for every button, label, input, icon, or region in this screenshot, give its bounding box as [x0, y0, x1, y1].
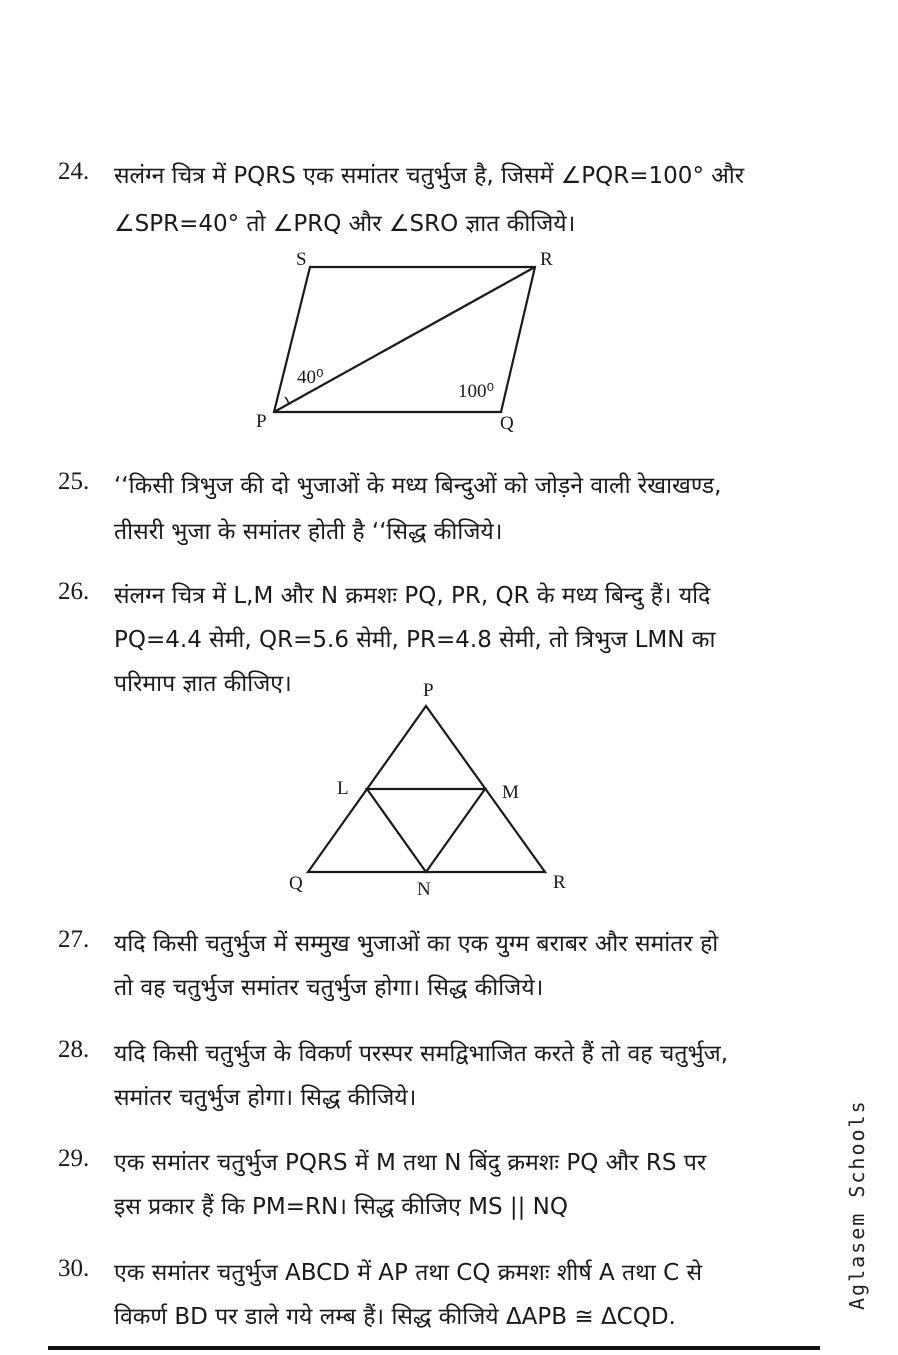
question-text-line: तो वह चतुर्भुज समांतर चतुर्भुज होगा। सिद्ध कीजिये।: [114, 975, 544, 1001]
angle-label-100: 100⁰: [458, 381, 495, 402]
label-n: N: [417, 879, 431, 900]
label-p: P: [256, 411, 267, 432]
label-m: M: [502, 782, 519, 803]
parallelogram-figure: [250, 245, 570, 435]
question-number: 24.: [58, 158, 90, 185]
question-text-line: तीसरी भुजा के समांतर होती है ‘‘सिद्ध कीजिये।: [114, 519, 503, 545]
question-text-line: संलग्न चित्र में L,M और N क्रमशः PQ, PR, QR के मध्य बिन्दु हैं। यदि: [114, 583, 711, 609]
bottom-rule: [48, 1346, 820, 1350]
question-number: 30.: [58, 1255, 90, 1282]
question-text-line: ‘‘किसी त्रिभुज की दो भुजाओं के मध्य बिन्दुओं को जोड़ने वाली रेखाखण्ड,: [114, 473, 722, 499]
question-text-line: यदि किसी चतुर्भुज के विकर्ण परस्पर समद्विभाजित करते हैं तो वह चतुर्भुज,: [114, 1041, 729, 1067]
label-r: R: [553, 872, 566, 893]
label-s: S: [296, 249, 307, 270]
question-number: 28.: [58, 1036, 90, 1063]
label-q: Q: [500, 413, 514, 434]
question-text-line: यदि किसी चतुर्भुज में सम्मुख भुजाओं का एक युग्म बराबर और समांतर हो: [114, 931, 719, 957]
label-p: P: [423, 680, 434, 701]
question-text-line: समांतर चतुर्भुज होगा। सिद्ध कीजिये।: [114, 1085, 417, 1111]
question-text-line: विकर्ण BD पर डाले गये लम्ब हैं। सिद्ध कीजिये ΔAPB ≅ ΔCQD.: [114, 1304, 676, 1330]
label-l: L: [337, 778, 349, 799]
question-number: 25.: [58, 468, 90, 495]
question-number: 26.: [58, 578, 90, 605]
label-r: R: [540, 249, 553, 270]
triangle-lmn: [367, 789, 485, 872]
triangle-figure: [280, 676, 580, 901]
question-text-line: परिमाप ज्ञात कीजिए।: [114, 671, 292, 697]
angle-label-40: 40⁰: [297, 367, 324, 388]
question-number: 29.: [58, 1145, 90, 1172]
watermark: Aglasem Schools: [845, 1099, 869, 1310]
diagonal-pr: [274, 267, 535, 412]
question-text-line: ∠SPR=40° तो ∠PRQ और ∠SRO ज्ञात कीजिये।: [114, 211, 576, 237]
label-q: Q: [289, 873, 303, 894]
question-text-line: इस प्रकार हैं कि PM=RN। सिद्ध कीजिए MS || NQ: [114, 1194, 568, 1220]
question-text-line: एक समांतर चतुर्भुज PQRS में M तथा N बिंदु क्रमशः PQ और RS पर: [114, 1150, 707, 1176]
question-text-line: एक समांतर चतुर्भुज ABCD में AP तथा CQ क्रमशः शीर्ष A तथा C से: [114, 1260, 703, 1286]
question-text-line: PQ=4.4 सेमी, QR=5.6 सेमी, PR=4.8 सेमी, तो त्रिभुज LMN का: [114, 627, 716, 653]
question-text-line: सलंग्न चित्र में PQRS एक समांतर चतुर्भुज है, जिसमें ∠PQR=100° और: [114, 163, 745, 189]
question-number: 27.: [58, 926, 90, 953]
